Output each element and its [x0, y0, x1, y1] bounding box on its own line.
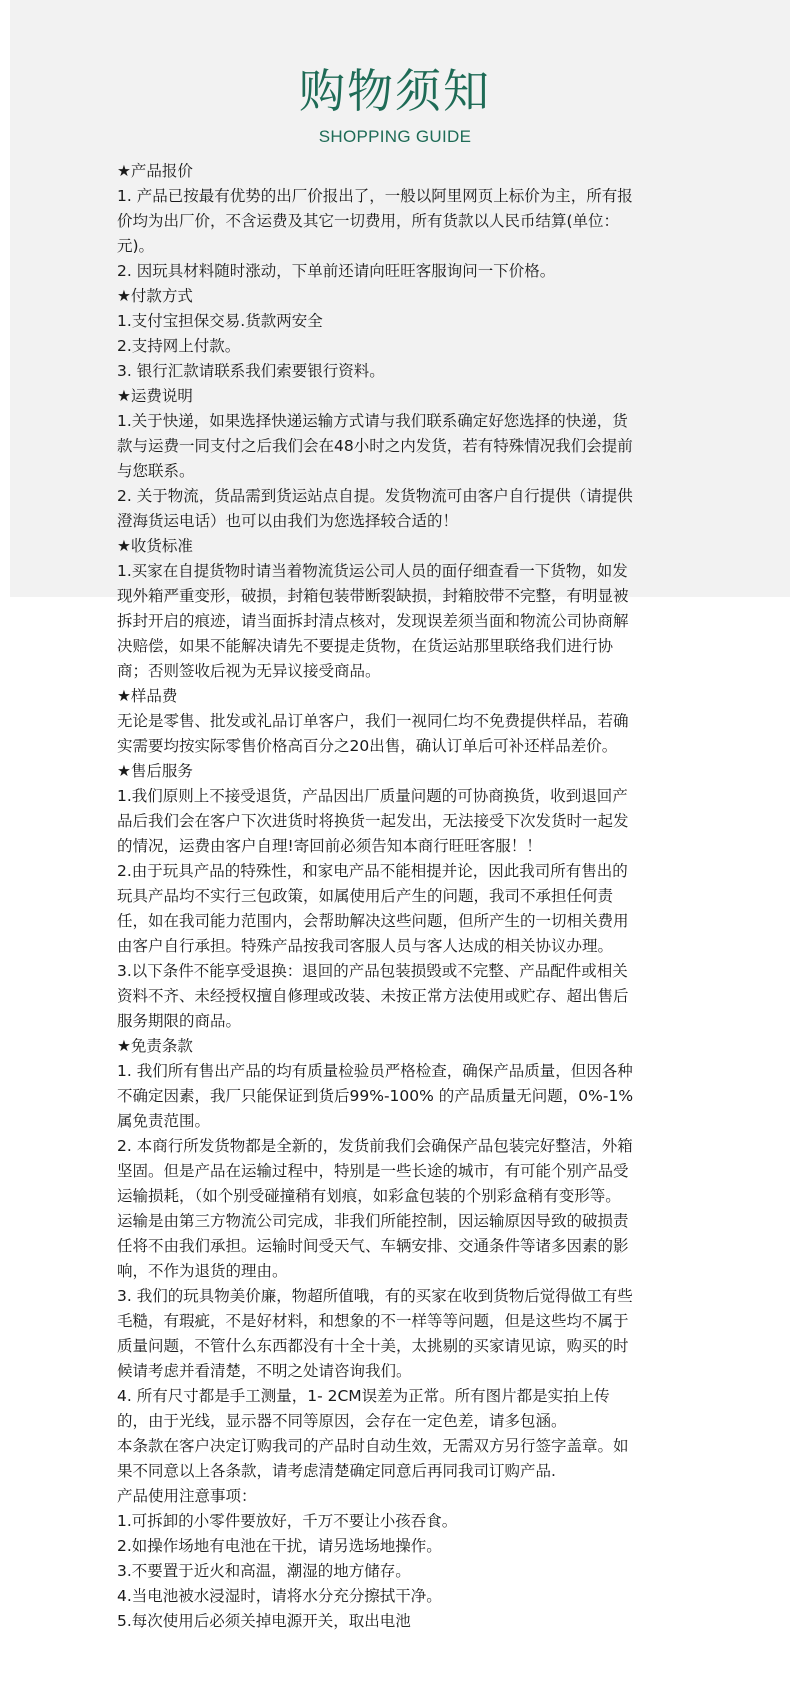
- text-line: 2.由于玩具产品的特殊性，和家电产品不能相提并论，因此我司所有售出的: [117, 862, 628, 880]
- text-line: 质量问题，不管什么东西都没有十全十美，太挑剔的买家请见谅，购买的时: [117, 1337, 629, 1355]
- page-header: [0, 62, 790, 147]
- page-title: 购物须知: [299, 64, 491, 118]
- text-line: 服务期限的商品。: [117, 1012, 242, 1030]
- text-line: 1.支付宝担保交易.货款两安全: [117, 312, 323, 330]
- text-line: 3.不要置于近火和高温，潮湿的地方储存。: [117, 1562, 411, 1580]
- text-line: 2.支持网上付款。: [117, 337, 241, 355]
- section-heading: ★样品费: [117, 687, 178, 705]
- text-line: 坚固。但是产品在运输过程中，特别是一些长途的城市，有可能个别产品受: [117, 1162, 629, 1180]
- text-line: 实需要均按实际零售价格高百分之20出售，确认订单后可补还样品差价。: [117, 737, 618, 755]
- text-line: 候请考虑并看清楚，不明之处请咨询我们。: [117, 1362, 412, 1380]
- text-line: 2.如操作场地有电池在干扰，请另选场地操作。: [117, 1537, 442, 1555]
- section-heading: ★产品报价: [117, 162, 193, 180]
- text-line: 2. 关于物流，货品需到货运站点自提。发货物流可由客户自行提供（请提供: [117, 487, 633, 505]
- text-line: 1. 产品已按最有优势的出厂价报出了，一般以阿里网页上标价为主，所有报: [117, 187, 633, 205]
- text-line: 2. 因玩具材料随时涨动，下单前还请向旺旺客服询问一下价格。: [117, 262, 556, 280]
- text-line: 资料不齐、未经授权擅自修理或改装、未按正常方法使用或贮存、超出售后: [117, 987, 629, 1005]
- text-line: 1.可拆卸的小零件要放好，千万不要让小孩吞食。: [117, 1512, 458, 1530]
- section-heading: ★收货标准: [117, 537, 193, 555]
- text-line: 元)。: [117, 237, 155, 255]
- text-line: 3. 银行汇款请联系我们索要银行资料。: [117, 362, 385, 380]
- text-line: 1.关于快递，如果选择快递运输方式请与我们联系确定好您选择的快递，货: [117, 412, 628, 430]
- guide-content: [117, 159, 685, 1634]
- section-heading: ★付款方式: [117, 287, 193, 305]
- section-heading: ★售后服务: [117, 762, 193, 780]
- text-line: 响，不作为退货的理由。: [117, 1262, 288, 1280]
- text-line: 与您联系。: [117, 462, 195, 480]
- text-line: 5.每次使用后必须关掉电源开关，取出电池: [117, 1612, 411, 1630]
- text-line: 3. 我们的玩具物美价廉，物超所值哦，有的买家在收到货物后觉得做工有些: [117, 1287, 633, 1305]
- text-line: 不确定因素，我厂只能保证到货后99%-100% 的产品质量无问题，0%-1%: [117, 1087, 634, 1105]
- text-line: 的，由于光线，显示器不同等原因，会存在一定色差，请多包涵。: [117, 1412, 567, 1430]
- text-line: 2. 本商行所发货物都是全新的，发货前我们会确保产品包装完好整洁，外箱: [117, 1137, 633, 1155]
- text-line: 4.当电池被水浸湿时，请将水分充分擦拭干净。: [117, 1587, 442, 1605]
- text-line: 果不同意以上各条款，请考虑清楚确定同意后再同我司订购产品.: [117, 1462, 556, 1480]
- text-line: 价均为出厂价，不含运费及其它一切费用，所有货款以人民币结算(单位：: [117, 212, 620, 230]
- text-line: 1.我们原则上不接受退货，产品因出厂质量问题的可协商换货，收到退回产: [117, 787, 628, 805]
- text-line: 本条款在客户决定订购我司的产品时自动生效，无需双方另行签字盖章。如: [117, 1437, 629, 1455]
- text-line: 任，如在我司能力范围内，会帮助解决这些问题，但所产生的一切相关费用: [117, 912, 629, 930]
- text-line: 由客户自行承担。特殊产品按我司客服人员与客人达成的相关协议办理。: [117, 937, 614, 955]
- text-line: 澄海货运电话）也可以由我们为您选择较合适的！: [117, 512, 459, 530]
- text-line: 商；否则签收后视为无异议接受商品。: [117, 662, 381, 680]
- text-line: 4. 所有尺寸都是手工测量，1- 2CM误差为正常。所有图片都是实拍上传: [117, 1387, 610, 1405]
- page-subtitle: SHOPPING GUIDE: [318, 127, 472, 146]
- text-line: 无论是零售、批发或礼品订单客户，我们一视同仁均不免费提供样品，若确: [117, 712, 629, 730]
- text-line: 毛糙，有瑕疵，不是好材料，和想象的不一样等等问题，但是这些均不属于: [117, 1312, 629, 1330]
- text-line: 3.以下条件不能享受退换：退回的产品包装损毁或不完整、产品配件或相关: [117, 962, 628, 980]
- text-line: 属免责范围。: [117, 1112, 211, 1130]
- text-line: 1.买家在自提货物时请当着物流货运公司人员的面仔细查看一下货物，如发: [117, 562, 628, 580]
- text-line: 现外箱严重变形，破损，封箱包装带断裂缺损，封箱胶带不完整，有明显被: [117, 587, 629, 605]
- section-heading: ★免责条款: [117, 1037, 193, 1055]
- text-line: 拆封开启的痕迹，请当面拆封清点核对，发现误差须当面和物流公司协商解: [117, 612, 629, 630]
- text-line: 运输损耗，（如个别受碰撞稍有划痕，如彩盒包装的个别彩盒稍有变形等。: [117, 1187, 621, 1205]
- text-line: 1. 我们所有售出产品的均有质量检验员严格检查，确保产品质量，但因各种: [117, 1062, 633, 1080]
- text-line: 品后我们会在客户下次进货时将换货一起发出，无法接受下次发货时一起发: [117, 812, 629, 830]
- text-line: 运输是由第三方物流公司完成，非我们所能控制，因运输原因导致的破损责: [117, 1212, 629, 1230]
- text-line: 产品使用注意事项：: [117, 1487, 257, 1505]
- text-line: 任将不由我们承担。运输时间受天气、车辆安排、交通条件等诸多因素的影: [117, 1237, 629, 1255]
- text-line: 决赔偿，如果不能解决请先不要提走货物，在货运站那里联络我们进行协: [117, 637, 614, 655]
- text-line: 款与运费一同支付之后我们会在48小时之内发货，若有特殊情况我们会提前: [117, 437, 633, 455]
- text-line: 玩具产品均不实行三包政策，如属使用后产生的问题，我司不承担任何责: [117, 887, 614, 905]
- text-line: 的情况，运费由客户自理!寄回前必须告知本商行旺旺客服！！: [117, 837, 542, 855]
- section-heading: ★运费说明: [117, 387, 193, 405]
